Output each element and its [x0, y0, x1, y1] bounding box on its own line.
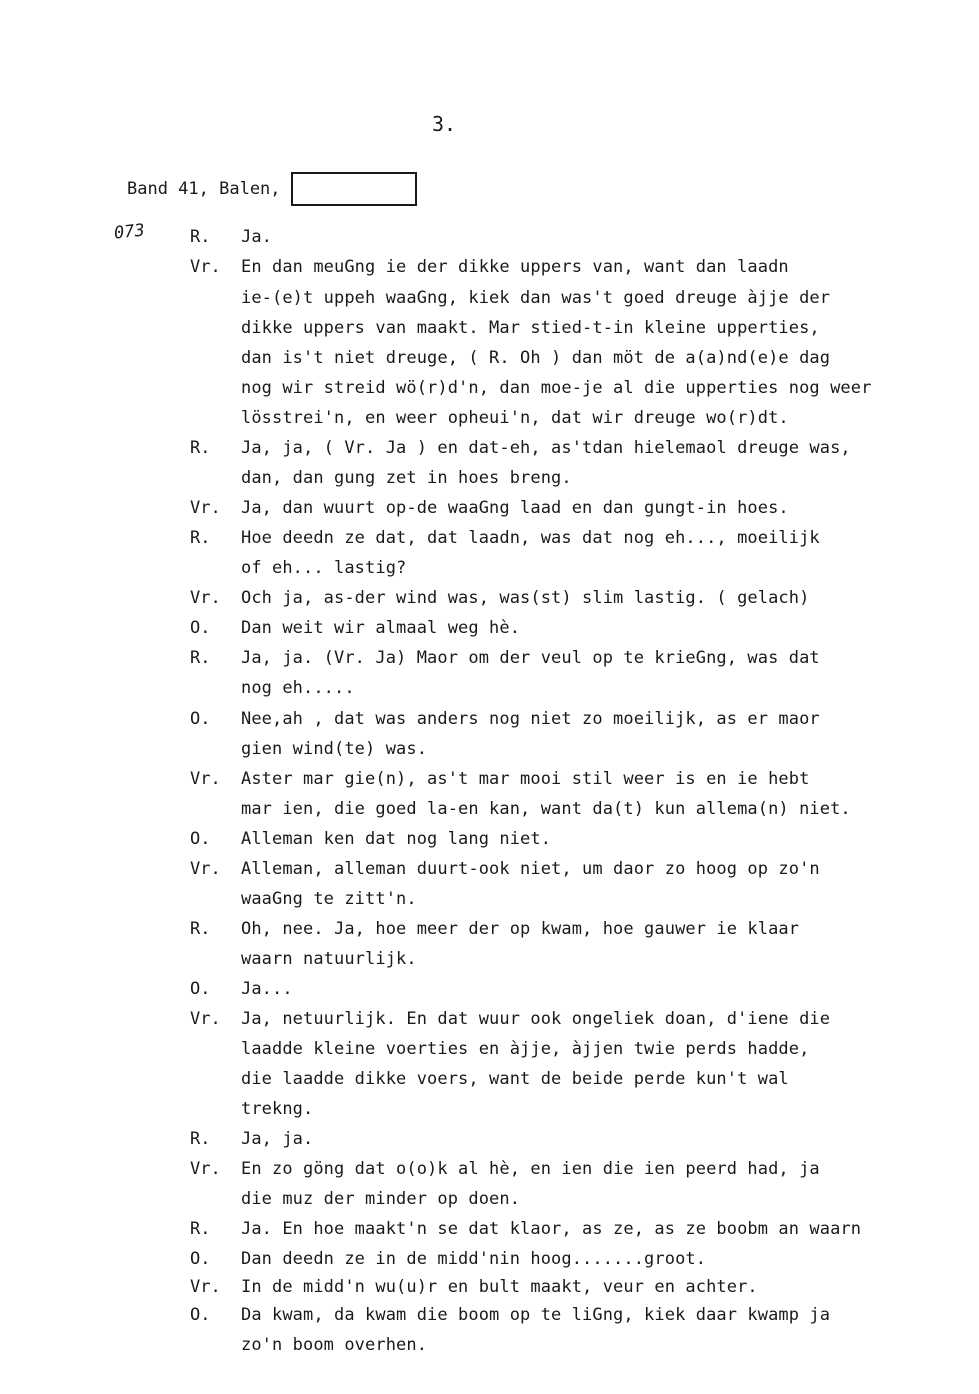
document-header: [127, 172, 417, 206]
speaker-label: Vr.: [190, 257, 221, 277]
line-text: nog eh.....: [241, 678, 355, 698]
transcript-line: [0, 613, 979, 643]
line-text: Och ja, as-der wind was, was(st) slim lastig. ( gelach): [241, 588, 810, 608]
line-text: Ja.: [241, 227, 273, 247]
transcript-line: [0, 824, 979, 854]
redaction-box: [291, 172, 417, 206]
transcript-line: [0, 884, 979, 914]
line-text: Ja, dan wuurt op-de waaGng laad en dan gungt-in hoes.: [241, 498, 789, 518]
line-text: Ja...: [241, 979, 293, 999]
transcript-line: [0, 252, 979, 282]
transcript-line: [0, 673, 979, 703]
transcript-line: [0, 1004, 979, 1034]
transcript-line: [0, 493, 979, 523]
line-text: ie-(e)t uppeh waaGng, kiek dan was't goed dreuge àjje der: [241, 288, 831, 308]
line-text: Ja, ja.: [241, 1129, 314, 1149]
line-text: of eh... lastig?: [241, 558, 407, 578]
speaker-label: R.: [190, 438, 211, 458]
transcript-line: [0, 1214, 979, 1244]
transcript-line: [0, 794, 979, 824]
line-text: dikke uppers van maakt. Mar stied-t-in kleine upperties,: [241, 318, 820, 338]
page-number: 3.: [432, 112, 457, 136]
transcript-line: [0, 222, 979, 252]
transcript-line: [0, 704, 979, 734]
transcript-line: [0, 433, 979, 463]
transcript-line: [0, 643, 979, 673]
line-text: Dan deedn ze in de midd'nin hoog.......groot.: [241, 1249, 707, 1269]
speaker-label: O.: [190, 618, 211, 638]
transcript-line: [0, 1184, 979, 1214]
line-text: Ja. En hoe maakt'n se dat klaor, as ze, as ze boobm an waarn: [241, 1219, 862, 1239]
speaker-label: Vr.: [190, 498, 221, 518]
speaker-label: O.: [190, 1305, 211, 1325]
transcript-line: [0, 914, 979, 944]
transcript-line: [0, 734, 979, 764]
speaker-label: Vr.: [190, 1009, 221, 1029]
line-text: dan is't niet dreuge, ( R. Oh ) dan möt de a(a)nd(e)e dag: [241, 348, 831, 368]
line-text: zo'n boom overhen.: [241, 1335, 428, 1355]
line-text: Oh, nee. Ja, hoe meer der op kwam, hoe gauwer ie klaar: [241, 919, 800, 939]
line-text: In de midd'n wu(u)r en bult maakt, veur en achter.: [241, 1277, 758, 1297]
speaker-label: O.: [190, 709, 211, 729]
band-label: Band 41, Balen,: [127, 179, 281, 199]
speaker-label: Vr.: [190, 859, 221, 879]
speaker-label: R.: [190, 1129, 211, 1149]
transcript-line: [0, 1034, 979, 1064]
line-text: trekng.: [241, 1099, 314, 1119]
transcript-line: [0, 1272, 979, 1302]
line-text: die muz der minder op doen.: [241, 1189, 521, 1209]
line-text: laadde kleine voerties en àjje, àjjen twie perds hadde,: [241, 1039, 810, 1059]
transcript-line: [0, 523, 979, 553]
transcript-line: [0, 403, 979, 433]
speaker-label: R.: [190, 1219, 211, 1239]
line-text: En zo göng dat o(o)k al hè, en ien die ien peerd had, ja: [241, 1159, 820, 1179]
line-text: Nee,ah , dat was anders nog niet zo moeilijk, as er maor: [241, 709, 820, 729]
margin-note: 073: [113, 220, 146, 244]
transcript-line: [0, 1064, 979, 1094]
transcript-line: [0, 553, 979, 583]
line-text: Aster mar gie(n), as't mar mooi stil weer is en ie hebt: [241, 769, 810, 789]
transcript-line: [0, 463, 979, 493]
line-text: Alleman ken dat nog lang niet.: [241, 829, 552, 849]
transcript-line: [0, 764, 979, 794]
transcript-line: [0, 1300, 979, 1330]
line-text: Ja, ja, ( Vr. Ja ) en dat-eh, as'tdan hielemaol dreuge was,: [241, 438, 851, 458]
line-text: Ja, ja. (Vr. Ja) Maor om der veul op te krieGng, was dat: [241, 648, 820, 668]
speaker-label: Vr.: [190, 1159, 221, 1179]
line-text: Da kwam, da kwam die boom op te liGng, kiek daar kwamp ja: [241, 1305, 831, 1325]
line-text: waarn natuurlijk.: [241, 949, 417, 969]
transcript-line: [0, 283, 979, 313]
line-text: die laadde dikke voers, want de beide perde kun't wal: [241, 1069, 789, 1089]
line-text: Dan weit wir almaal weg hè.: [241, 618, 521, 638]
line-text: waaGng te zitt'n.: [241, 889, 417, 909]
speaker-label: O.: [190, 979, 211, 999]
line-text: Hoe deedn ze dat, dat laadn, was dat nog eh..., moeilijk: [241, 528, 820, 548]
transcript-line: [0, 854, 979, 884]
speaker-label: R.: [190, 648, 211, 668]
transcript-line: [0, 1154, 979, 1184]
line-text: nog wir streid wö(r)d'n, dan moe-je al die upperties nog weer: [241, 378, 872, 398]
transcript-line: [0, 313, 979, 343]
line-text: En dan meuGng ie der dikke uppers van, want dan laadn: [241, 257, 789, 277]
line-text: mar ien, die goed la-en kan, want da(t) kun allema(n) niet.: [241, 799, 851, 819]
speaker-label: R.: [190, 227, 211, 247]
transcript-line: [0, 373, 979, 403]
line-text: lösstrei'n, en weer opheui'n, dat wir dreuge wo(r)dt.: [241, 408, 789, 428]
line-text: dan, dan gung zet in hoes breng.: [241, 468, 572, 488]
speaker-label: O.: [190, 829, 211, 849]
line-text: Ja, netuurlijk. En dat wuur ook ongeliek doan, d'iene die: [241, 1009, 831, 1029]
speaker-label: Vr.: [190, 769, 221, 789]
transcript-line: [0, 1124, 979, 1154]
transcript-line: [0, 583, 979, 613]
speaker-label: R.: [190, 528, 211, 548]
speaker-label: Vr.: [190, 1277, 221, 1297]
transcript-line: [0, 1330, 979, 1360]
transcript-line: [0, 944, 979, 974]
line-text: Alleman, alleman duurt-ook niet, um daor zo hoog op zo'n: [241, 859, 820, 879]
speaker-label: Vr.: [190, 588, 221, 608]
line-text: gien wind(te) was.: [241, 739, 428, 759]
transcript-line: [0, 1094, 979, 1124]
speaker-label: O.: [190, 1249, 211, 1269]
transcript-line: [0, 343, 979, 373]
transcript-line: [0, 974, 979, 1004]
speaker-label: R.: [190, 919, 211, 939]
transcript-line: [0, 1244, 979, 1274]
